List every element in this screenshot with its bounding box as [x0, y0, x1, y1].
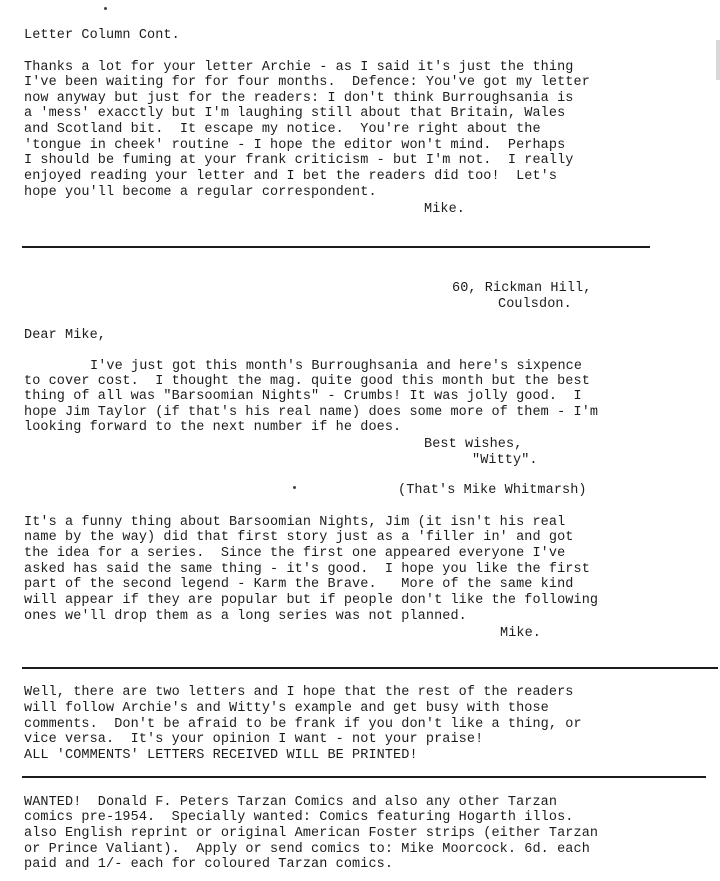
text-line: ones we'll drop them as a long series was not planned. — [24, 609, 467, 624]
address-line: Coulsdon. — [498, 297, 572, 312]
address-line: 60, Rickman Hill, — [452, 281, 592, 296]
text-line: comments. Don't be afraid to be frank if you don't like a thing, or — [24, 717, 582, 732]
page-edge-shadow — [716, 40, 720, 80]
text-line: enjoyed reading your letter and I bet the readers did too! Let's — [24, 169, 558, 184]
signature: Mike. — [500, 626, 542, 641]
text-line: the idea for a series. Since the first one appeared everyone I've — [24, 546, 566, 561]
text-line: ALL 'COMMENTS' LETTERS RECEIVED WILL BE PRINTED! — [24, 748, 418, 763]
section-divider — [22, 776, 706, 778]
text-line: I've been waiting for for four months. Defence: You've got my letter — [24, 75, 590, 90]
salutation: Dear Mike, — [24, 328, 107, 343]
column-heading: Letter Column Cont. — [24, 28, 180, 43]
text-line: vice versa. It's your opinion I want - not your praise! — [24, 732, 484, 747]
text-line: to cover cost. I thought the mag. quite good this month but the best — [24, 374, 590, 389]
text-line: I've just got this month's Burroughsania and here's sixpence — [90, 359, 583, 374]
text-line: I should be fuming at your frank criticism - but I'm not. I really — [24, 153, 574, 168]
text-line: 'tongue in cheek' routine - I hope the editor won't mind. Perhaps — [24, 138, 566, 153]
letter-closing: Best wishes, — [424, 437, 523, 452]
text-line: thing of all was "Barsoomian Nights" - Crumbs! It was jolly good. I — [24, 389, 582, 404]
text-line: part of the second legend - Karm the Brave. More of the same kind — [24, 577, 574, 592]
text-line: also English reprint or original American Foster strips (either Tarzan — [24, 826, 599, 841]
text-line: paid and 1/- each for coloured Tarzan comics. — [24, 857, 394, 872]
text-line: and Scotland bit. It escape my notice. You're right about the — [24, 122, 541, 137]
text-line: will appear if they are popular but if people don't like the following — [24, 593, 599, 608]
text-line: It's a funny thing about Barsoomian Nights, Jim (it isn't his real — [24, 515, 566, 530]
text-line: comics pre-1954. Specially wanted: Comics featuring Hogarth illos. — [24, 810, 574, 825]
text-line: will follow Archie's and Witty's example and get busy with those — [24, 701, 549, 716]
text-line: Thanks a lot for your letter Archie - as I said it's just the thing — [24, 60, 574, 75]
text-line: a 'mess' exacctly but I'm laughing still about that Britain, Wales — [24, 106, 566, 121]
signature: "Witty". — [472, 453, 538, 468]
text-line: now anyway but just for the readers: I don't think Burroughsania is — [24, 91, 574, 106]
text-line: hope you'll become a regular correspondent. — [24, 185, 377, 200]
ink-speck — [104, 7, 107, 10]
text-line: WANTED! Donald F. Peters Tarzan Comics and also any other Tarzan — [24, 795, 558, 810]
text-line: hope Jim Taylor (if that's his real name) does some more of them - I'm — [24, 405, 599, 420]
section-divider — [22, 246, 650, 248]
text-line: looking forward to the next number if he does. — [24, 420, 402, 435]
section-divider — [22, 667, 718, 669]
text-line: asked has said the same thing - it's good. I hope you like the first — [24, 562, 590, 577]
ink-speck — [293, 486, 296, 489]
text-line: name by the way) did that first story just as a 'filler in' and got — [24, 530, 574, 545]
editor-note: (That's Mike Whitmarsh) — [398, 483, 587, 498]
text-line: Well, there are two letters and I hope that the rest of the readers — [24, 685, 574, 700]
signature: Mike. — [424, 202, 466, 217]
text-line: or Prince Valiant). Apply or send comics to: Mike Moorcock. 6d. each — [24, 842, 590, 857]
